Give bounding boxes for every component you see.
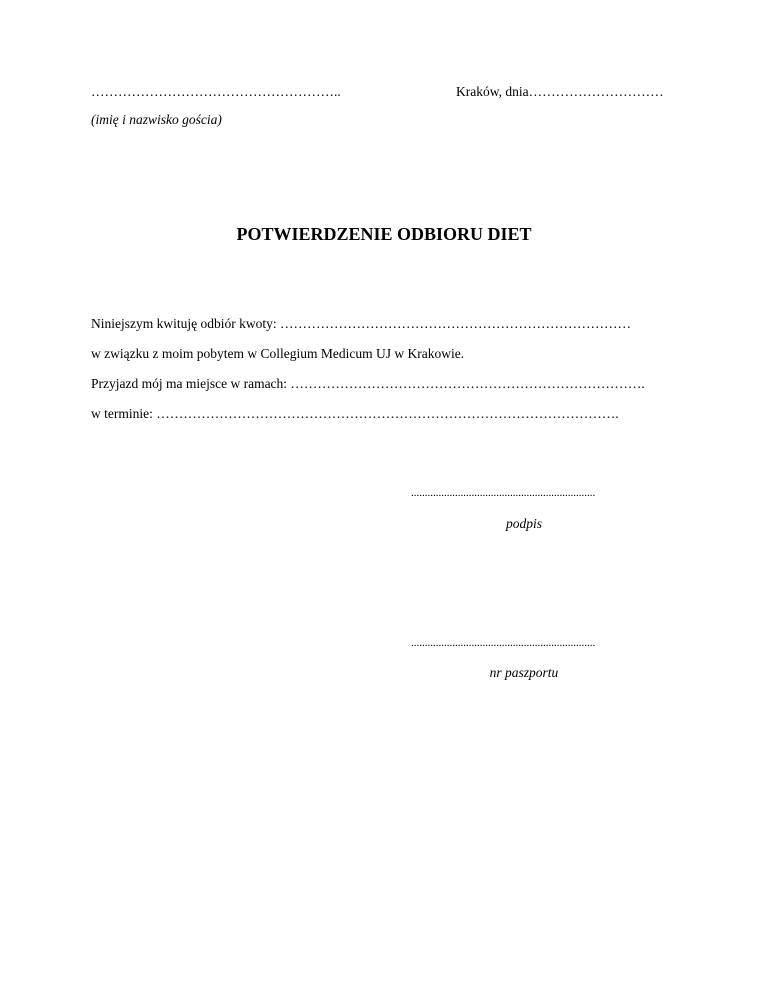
signature-blank-line: ................................................................... <box>411 487 596 499</box>
passport-blank-line: ................................................................... <box>411 637 596 649</box>
guest-name-caption: (imię i nazwisko gościa) <box>91 112 222 127</box>
signature-caption: podpis <box>505 516 542 531</box>
place-and-date-field: Kraków, dnia………………………… <box>456 84 664 99</box>
guest-name-blank-line: ……………………………………………….. <box>91 84 341 99</box>
stay-statement: w związku z moim pobytem w Collegium Medicum UJ w Krakowie. <box>91 346 465 361</box>
program-line: Przyjazd mój ma miejsce w ramach: ……………………………………………………………………. <box>91 376 645 391</box>
amount-line: Niniejszym kwituję odbiór kwoty: …………………………………………………………………… <box>91 316 631 331</box>
term-line: w terminie: …………………………………………………………………………………………. <box>91 406 619 421</box>
passport-caption: nr paszportu <box>489 665 559 680</box>
document-title: POTWIERDZENIE ODBIORU DIET <box>236 224 532 244</box>
